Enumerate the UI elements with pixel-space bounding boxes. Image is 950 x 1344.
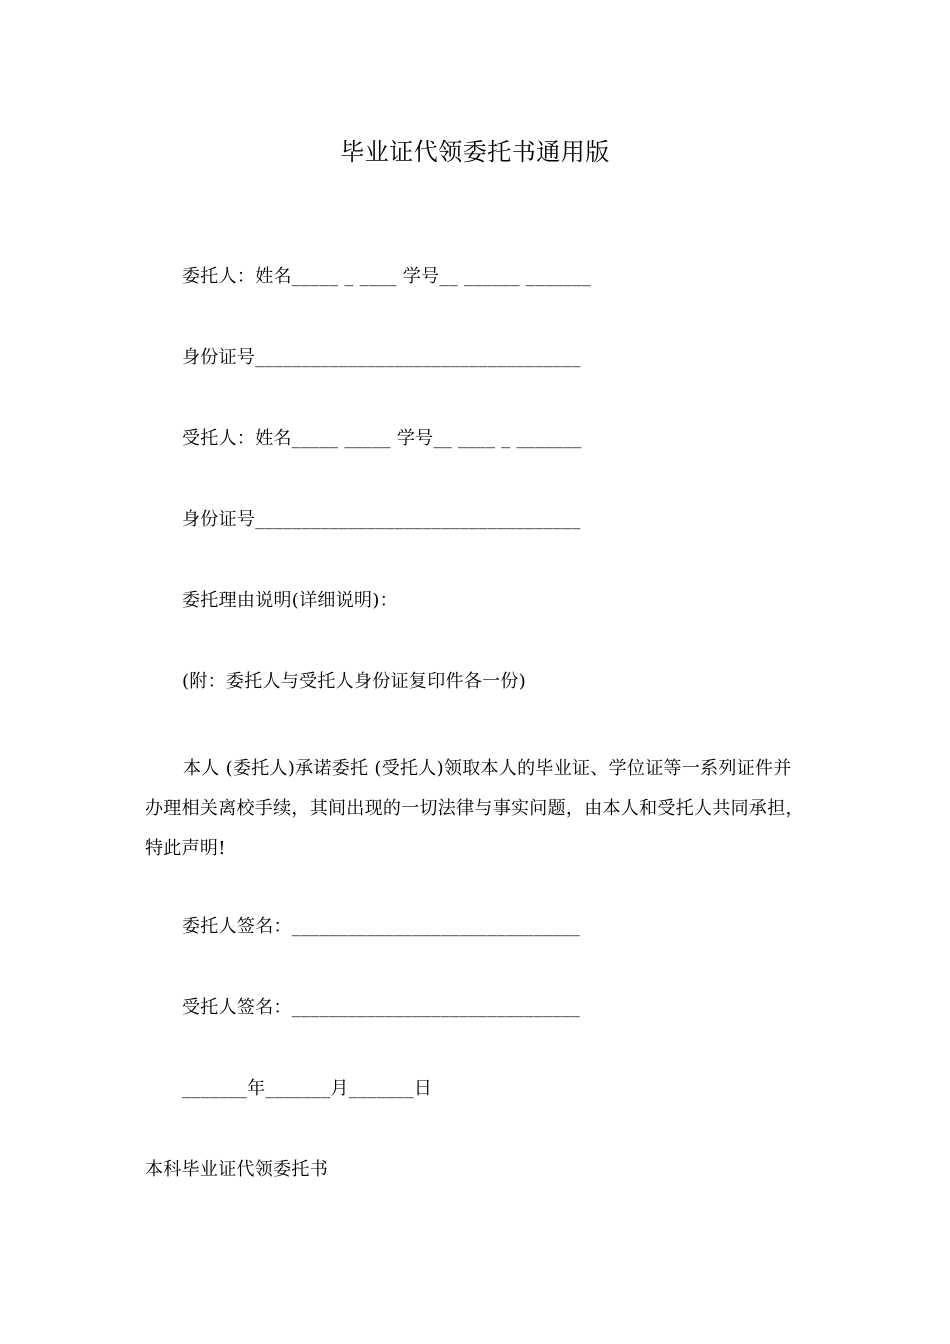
- agent-name-student-id-row: 受托人：姓名_____ _____ 学号__ ____ _ _______: [182, 428, 582, 449]
- declaration-paragraph: 本人 (委托人)承诺委托 (受托人)领取本人的毕业证、学位证等一系列证件并办理相关离校手续，其间出现的一切法律与事实问题，由本人和受托人共同承担，特此声明!: [145, 758, 804, 859]
- attachment-note: (附：委托人与受托人身份证复印件各一份): [182, 671, 527, 692]
- footer-title: 本科毕业证代领委托书: [145, 1159, 328, 1180]
- document-title: 毕业证代领委托书通用版: [340, 138, 610, 166]
- agent-signature-row: 受托人签名：_______________________________: [182, 997, 581, 1018]
- date-row: _______年_______月_______日: [182, 1078, 433, 1099]
- client-name-student-id-row: 委托人：姓名_____ _ ____ 学号__ ______ _______: [182, 266, 592, 287]
- agent-id-number-row: 身份证号___________________________________: [182, 509, 581, 530]
- reason-label: 委托理由说明(详细说明)：: [182, 590, 398, 611]
- client-signature-row: 委托人签名：_______________________________: [182, 916, 581, 937]
- client-id-number-row: 身份证号___________________________________: [182, 347, 581, 368]
